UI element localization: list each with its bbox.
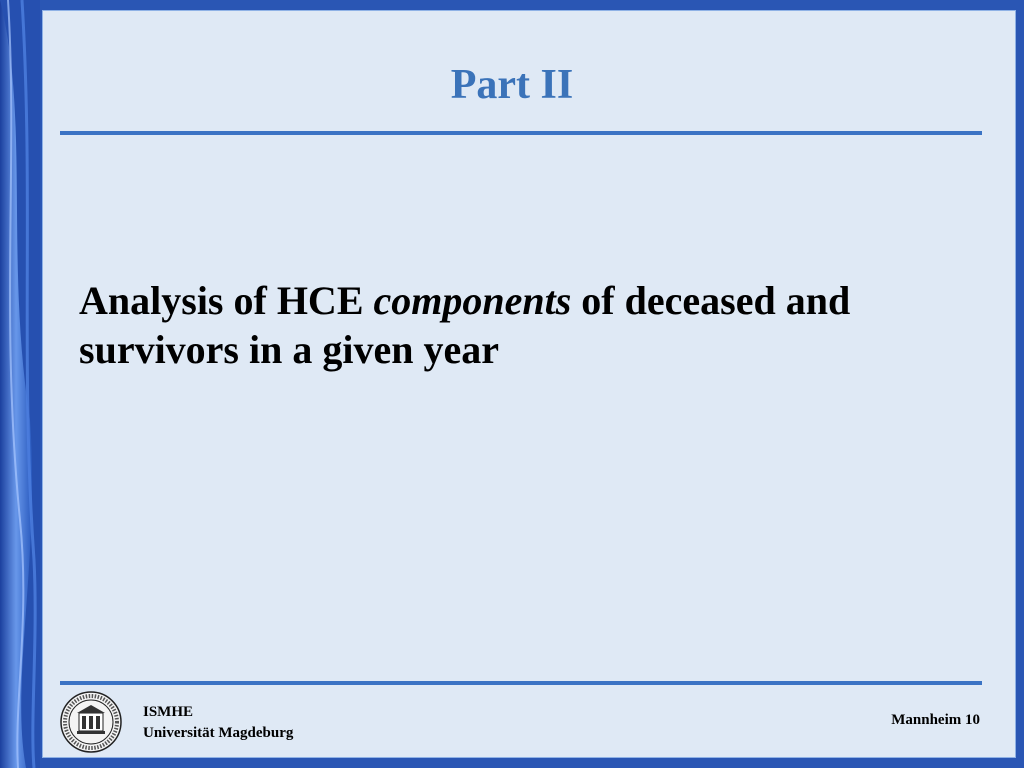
footer-page-label: Mannheim 10 bbox=[891, 712, 980, 728]
title-divider bbox=[60, 131, 982, 135]
footer-institution bbox=[143, 702, 293, 744]
slide-panel bbox=[42, 10, 1016, 758]
decorative-side-swoosh bbox=[0, 0, 40, 768]
footer-university: Universität Magdeburg bbox=[143, 725, 294, 741]
body-text-emphasis: components bbox=[373, 278, 572, 323]
footer-institute: ISMHE bbox=[143, 704, 194, 720]
university-seal-icon bbox=[60, 691, 122, 753]
slide-title: Part II bbox=[450, 62, 574, 108]
body-text-start: Analysis of HCE bbox=[79, 278, 374, 323]
footer-divider bbox=[60, 681, 982, 685]
body-text-end: of deceased and survivors in a given year bbox=[79, 278, 851, 372]
slide-body bbox=[79, 276, 979, 374]
